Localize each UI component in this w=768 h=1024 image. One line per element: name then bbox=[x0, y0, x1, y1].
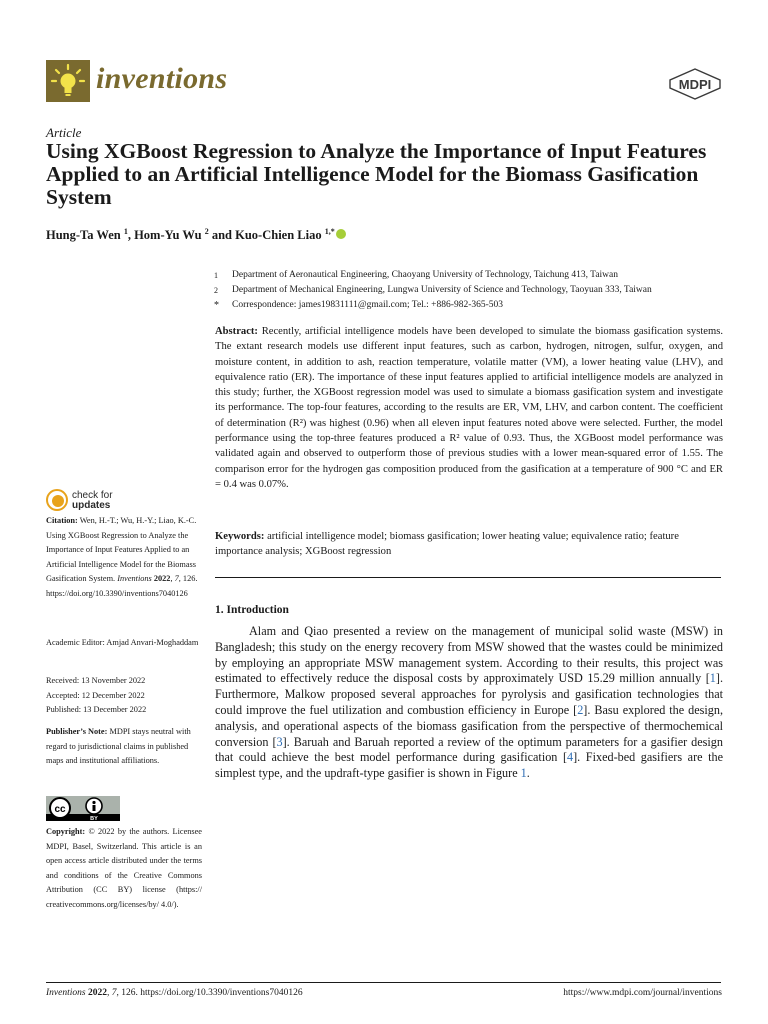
mdpi-logo-text: MDPI bbox=[678, 77, 712, 92]
citation-doi[interactable]: , 126. https://doi.org/10.3390/inventions7040126 bbox=[46, 574, 198, 598]
copyright-text: © 2022 by the authors. Licensee MDPI, Basel, Switzerland. This article is an open access article distributed under the terms and conditions of the Creative Commons Attribution (CC BY) license (https:// creativecommons.org/licenses/by/ 4.0/). bbox=[46, 827, 202, 909]
publisher-note bbox=[46, 725, 202, 769]
mdpi-logo bbox=[668, 68, 722, 100]
affiliation-mark: 1 bbox=[214, 271, 218, 280]
check-updates-line1: check for bbox=[72, 490, 113, 501]
author-affil-mark: 1 bbox=[123, 227, 128, 236]
keywords bbox=[215, 529, 723, 560]
check-updates-icon bbox=[46, 489, 68, 511]
correspondence bbox=[214, 298, 734, 313]
abstract-text: Recently, artificial intelligence models have been developed to simulate the biomass gasification systems. The extant research models use different input features, such as carbon, hydrogen, nitrogen, sulfur, oxygen, and moisture content, in addition to ash, reaction temperature, volatile matter (VM), a lower heating value (LHV), and equivalence ratio (ER). The importance of these input features applied to artificial intelligence models are analyzed in this study; further, the XGBoost regression model was used to simulate a biomass gasification system and investigate its performance. The top-four features, according to the results are ER, VM, LHV, and carbon content. The coefficient of determination (R²) was highest (0.96) when all eleven input features noted above were selected. Further, the model performance using the top-three features produced a R² value of 0.93. Thus, the XGBoost model performance was validated again and observed to outperform those of previous studies with a lower mean-squared error of 1.55. The comparison error for the hydrogen gas composition produced from the gasification at a temperature of 900 °C and ER = 0.4 was 0.07%. bbox=[215, 326, 723, 490]
affiliation-item bbox=[214, 283, 734, 298]
orcid-icon[interactable] bbox=[336, 229, 346, 239]
author-separator: and bbox=[208, 228, 236, 243]
author-affil-mark: 2 bbox=[204, 227, 209, 236]
correspondence-text[interactable]: Correspondence: james19831111@gmail.com; Tel.: +886-982-365-503 bbox=[232, 300, 504, 310]
lightbulb-icon bbox=[46, 60, 90, 102]
publisher-note-label: Publisher’s Note: bbox=[46, 727, 108, 736]
footer-journal: Inventions bbox=[46, 988, 86, 998]
footer-year: 2022 bbox=[87, 988, 107, 998]
keywords-text: artificial intelligence model; biomass gasification; lower heating value; equivalence ratio; feature importance analysis; XGBoost regression bbox=[215, 531, 679, 558]
citation-volume: 7 bbox=[174, 574, 179, 583]
svg-text:BY: BY bbox=[90, 816, 98, 821]
intro-paragraph bbox=[215, 624, 723, 782]
section-heading: 1. Introduction bbox=[215, 604, 289, 616]
affiliation-mark: * bbox=[214, 300, 219, 311]
copyright-notice bbox=[46, 825, 202, 912]
article-dates bbox=[46, 674, 202, 718]
figure-link[interactable]: 1 bbox=[520, 766, 527, 781]
affiliation-text: Department of Mechanical Engineering, Lungwa University of Science and Technology, Taoyuan 333, Taiwan bbox=[232, 285, 652, 295]
article-title: Using XGBoost Regression to Analyze the Importance of Input Features Applied to an Artificial Intelligence Model for the Biomass Gasification System bbox=[46, 139, 707, 209]
citation-year: 2022 bbox=[153, 574, 171, 583]
check-for-updates-button[interactable] bbox=[46, 488, 166, 514]
citation-link[interactable]: 3 bbox=[276, 734, 283, 749]
publisher-note-text: MDPI stays neutral with regard to jurisdictional claims in published maps and institutional affiliations. bbox=[46, 727, 191, 765]
keywords-label: Keywords: bbox=[215, 531, 265, 542]
intro-text: ]. Furthermore, Malkow proposed several approaches for pyrolysis and gasification technologies that could improve the fuel utilization and combustion efficiency in Europe [ bbox=[215, 671, 723, 717]
cc-by-license-badge[interactable] bbox=[46, 796, 120, 821]
footer-citation: Inventions 2022, 7, 126. https://doi.org/10.3390/inventions7040126 bbox=[46, 988, 303, 998]
footer-divider bbox=[46, 982, 721, 983]
academic-editor bbox=[46, 636, 202, 651]
abstract bbox=[215, 324, 723, 492]
copyright-label: Copyright: bbox=[46, 827, 86, 836]
editor-name: Amjad Anvari-Moghaddam bbox=[106, 638, 199, 647]
affiliation-item bbox=[214, 268, 734, 283]
intro-text: ]. Basu explored the design, analysis, and operational aspects of the biomass gasification from the perspective of thermochemical conversion [ bbox=[215, 702, 723, 749]
citation-label: Citation: bbox=[46, 516, 78, 525]
svg-text:cc: cc bbox=[54, 804, 66, 815]
footer-volume: 7 bbox=[111, 988, 117, 998]
intro-text: . bbox=[526, 766, 530, 781]
author-name[interactable]: Kuo-Chien Liao bbox=[235, 228, 322, 243]
citation-link[interactable]: 4 bbox=[567, 750, 574, 765]
intro-text: ]. Baruah and Baruah reported a review of the optimum parameters for a gasifier design that could achieve the best model performance during gasification [ bbox=[215, 734, 723, 765]
accepted-date: Accepted: 12 December 2022 bbox=[46, 690, 145, 700]
editor-label: Academic Editor: bbox=[46, 638, 105, 647]
citation-link[interactable]: 1 bbox=[709, 671, 716, 686]
check-updates-line2: updates bbox=[72, 500, 111, 511]
citation-text: Wen, H.-T.; Wu, H.-Y.; Liao, K.-C. Using XGBoost Regression to Analyze the Importance of Input Features Applied to an Artificial Intelligence Model for the Biomass Gasification System. bbox=[46, 516, 197, 583]
author-separator: , bbox=[127, 228, 135, 243]
footer-doi[interactable]: , 126. https://doi.org/10.3390/inventions7040126 bbox=[116, 988, 303, 998]
footer-journal-url[interactable]: https://www.mdpi.com/journal/inventions bbox=[563, 988, 722, 998]
article-type: Article bbox=[46, 125, 82, 140]
author-list bbox=[46, 227, 346, 243]
author-name[interactable]: Hom-Yu Wu bbox=[134, 228, 202, 243]
section-divider bbox=[215, 577, 721, 578]
citation-journal: Inventions bbox=[117, 574, 152, 583]
journal-name: inventions bbox=[96, 62, 228, 95]
author-name[interactable]: Hung-Ta Wen bbox=[46, 228, 121, 243]
author-affil-mark: 1,* bbox=[324, 227, 335, 236]
citation-link[interactable]: 2 bbox=[577, 702, 584, 717]
abstract-label: Abstract: bbox=[215, 326, 258, 337]
affiliations bbox=[214, 268, 734, 313]
citation-block: Citation: Wen, H.-T.; Wu, H.-Y.; Liao, K.-C. Using XGBoost Regression to Analyze the Importance of Input Features Applied to an Artificial Intelligence Model for the Biomass Gasification System. Inventions 2022, 7, 126. https://doi.org/10.3390/inventions7040126 bbox=[46, 516, 198, 598]
received-date: Received: 13 November 2022 bbox=[46, 676, 146, 685]
intro-text: ]. Fixed-bed gasifiers are the simplest type, and the updraft-type gasifier is shown in Figure bbox=[215, 750, 723, 781]
affiliation-mark: 2 bbox=[214, 286, 218, 295]
affiliation-text: Department of Aeronautical Engineering, Chaoyang University of Technology, Taichung 413, Taiwan bbox=[232, 270, 618, 280]
published-date: Published: 13 December 2022 bbox=[46, 705, 147, 714]
intro-text: Alam and Qiao presented a review on the management of municipal solid waste (MSW) in Bangladesh; this study on the energy recovery from MSW showed that the wastes could be minimized by employing an appropriate MSW management system. According to their results, this project was estimated to effectively reduce the disposal costs by approximately USD 15.29 million annually [ bbox=[215, 624, 723, 686]
journal-logo bbox=[46, 60, 90, 102]
